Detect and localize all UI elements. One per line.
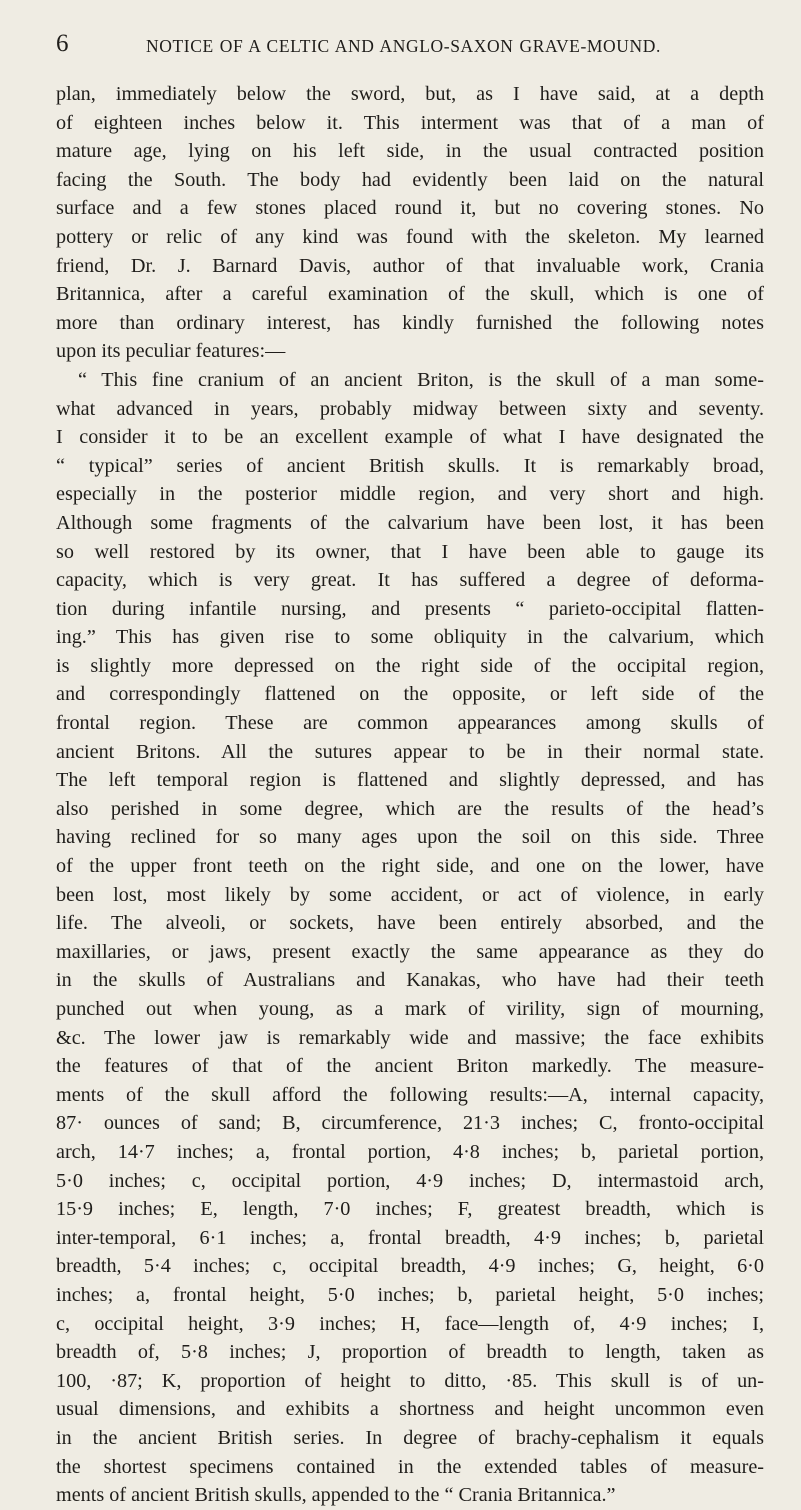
text-line: what advanced in years, probably midway between sixty and seventy. <box>56 397 764 420</box>
text-line: plan, immediately below the sword, but, as I have said, at a depth <box>56 83 764 105</box>
text-line: The left temporal region is flattened and slightly depressed, and has <box>56 769 764 792</box>
text-line: the shortest specimens contained in the extended tables of measure- <box>56 1455 764 1478</box>
text-line: is slightly more depressed on the right side of the occipital region, <box>56 654 764 677</box>
page-number: 6 <box>56 30 69 57</box>
text-line: ing.” This has given rise to some obliquity in the calvarium, which <box>56 626 764 649</box>
text-line: I consider it to be an excellent example of what I have designated the <box>56 426 764 449</box>
text-line: inches; a, frontal height, 5·0 inches; b, parietal height, 5·0 inches; <box>56 1283 764 1306</box>
text-line: ments of the skull afford the following results:—A, internal capacity, <box>56 1083 764 1106</box>
text-line: been lost, most likely by some accident, or act of violence, in early <box>56 883 764 906</box>
text-line: friend, Dr. J. Barnard Davis, author of that invaluable work, Crania <box>56 254 764 277</box>
text-line: especially in the posterior middle region, and very short and high. <box>56 483 764 506</box>
text-line: having reclined for so many ages upon the soil on this side. Three <box>56 826 764 849</box>
text-line: 5·0 inches; c, occipital portion, 4·9 inches; D, intermastoid arch, <box>56 1169 764 1192</box>
text-line: 100, ·87; K, proportion of height to ditto, ·85. This skull is of un- <box>56 1369 764 1392</box>
text-line: pottery or relic of any kind was found with the skeleton. My learned <box>56 225 764 248</box>
text-line: in the skulls of Australians and Kanakas, who have had their teeth <box>56 969 764 992</box>
text-line: 15·9 inches; E, length, 7·0 inches; F, greatest breadth, which is <box>56 1198 764 1221</box>
text-line: arch, 14·7 inches; a, frontal portion, 4·8 inches; b, parietal portion, <box>56 1140 764 1163</box>
text-line: tion during infantile nursing, and presents “ parieto-occipital flatten- <box>56 597 764 620</box>
text-line: “ This fine cranium of an ancient Briton, is the skull of a man some- <box>78 368 764 391</box>
text-line: upon its peculiar features:— <box>56 340 286 363</box>
text-line: usual dimensions, and exhibits a shortness and height uncommon even <box>56 1398 764 1421</box>
text-line: ments of ancient British skulls, appended to the “ Crania Britannica.” <box>56 1484 616 1507</box>
text-line: more than ordinary interest, has kindly furnished the following notes <box>56 311 764 334</box>
text-line: capacity, which is very great. It has suffered a degree of deforma- <box>56 569 764 592</box>
text-line: surface and a few stones placed round it, but no covering stones. No <box>56 197 764 220</box>
text-line: punched out when young, as a mark of virility, sign of mourning, <box>56 998 764 1020</box>
text-line: breadth, 5·4 inches; c, occipital breadth, 4·9 inches; G, height, 6·0 <box>56 1255 764 1278</box>
text-line: “ typical” series of ancient British skulls. It is remarkably broad, <box>56 454 764 477</box>
text-line: mature age, lying on his left side, in the usual contracted position <box>56 140 764 163</box>
text-line: of eighteen inches below it. This interment was that of a man of <box>56 111 764 134</box>
text-line: life. The alveoli, or sockets, have been entirely absorbed, and the <box>56 912 764 935</box>
running-title: NOTICE OF A CELTIC AND ANGLO-SAXON GRAVE-MOUND. <box>146 36 661 56</box>
text-line: ancient Britons. All the sutures appear to be in their normal state. <box>56 740 764 763</box>
text-line: frontal region. These are common appearances among skulls of <box>56 712 764 735</box>
text-line: breadth of, 5·8 inches; J, proportion of breadth to length, taken as <box>56 1341 764 1364</box>
text-line: Although some fragments of the calvarium have been lost, it has been <box>56 511 764 534</box>
text-line: of the upper front teeth on the right side, and one on the lower, have <box>56 855 764 878</box>
body-text <box>56 80 764 1510</box>
text-line: so well restored by its owner, that I have been able to gauge its <box>56 540 764 563</box>
text-line: &c. The lower jaw is remarkably wide and massive; the face exhibits <box>56 1026 764 1049</box>
text-line: also perished in some degree, which are the results of the head’s <box>56 797 764 820</box>
text-line: the features of that of the ancient Briton markedly. The measure- <box>56 1055 764 1078</box>
text-line: facing the South. The body had evidently been laid on the natural <box>56 168 764 191</box>
text-line: and correspondingly flattened on the opposite, or left side of the <box>56 683 764 706</box>
text-line: 87· ounces of sand; B, circumference, 21·3 inches; C, fronto-occipital <box>56 1112 764 1135</box>
text-line: inter-temporal, 6·1 inches; a, frontal breadth, 4·9 inches; b, parietal <box>56 1226 764 1249</box>
text-line: in the ancient British series. In degree of brachy-cephalism it equals <box>56 1426 764 1449</box>
text-line: c, occipital height, 3·9 inches; H, face—length of, 4·9 inches; I, <box>56 1312 764 1335</box>
page-header <box>56 28 756 64</box>
text-line: Britannica, after a careful examination of the skull, which is one of <box>56 283 764 306</box>
text-line: maxillaries, or jaws, present exactly the same appearance as they do <box>56 940 764 963</box>
